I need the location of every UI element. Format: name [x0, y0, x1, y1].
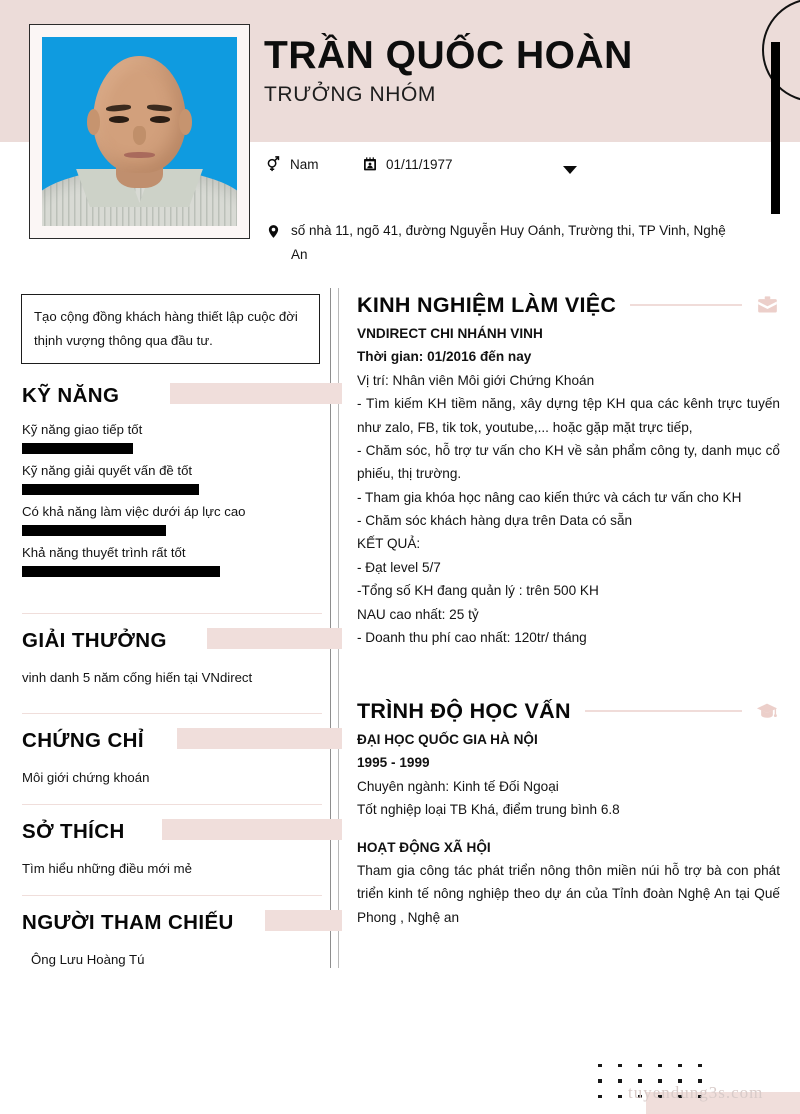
section-certificates-header: [22, 724, 322, 758]
section-rule: [22, 804, 322, 805]
section-hobbies-title: SỞ THÍCH: [22, 820, 125, 844]
experience-period: Thời gian: 01/2016 đến nay: [357, 349, 532, 365]
briefcase-icon: [754, 293, 780, 317]
skill-bar-fill: [22, 566, 220, 577]
skill-bar-track: [22, 484, 322, 495]
education-school: ĐẠI HỌC QUỐC GIA HÀ NỘI: [357, 732, 538, 747]
hobby-item: Tìm hiểu những điều mới mẻ: [22, 861, 192, 877]
education-major: Chuyên ngành: Kinh tế Đối Ngoại: [357, 778, 559, 794]
skill-bar-track: [22, 443, 322, 454]
skill-label: Có khả năng làm việc dưới áp lực cao: [22, 504, 246, 519]
dob-value: 01/11/1977: [386, 156, 453, 172]
activities-title: HOẠT ĐỘNG XÃ HỘI: [357, 839, 491, 855]
id-card-icon: [361, 155, 378, 173]
section-education: [357, 694, 780, 929]
spacer: [357, 822, 780, 836]
avatar: [29, 24, 250, 239]
experience-position: Vị trí: Nhân viên Môi giới Chứng Khoán: [357, 372, 595, 388]
contact-address: [265, 219, 735, 266]
experience-result: - Doanh thu phí cao nhất: 120tr/ tháng: [357, 629, 587, 645]
watermark-text: tuyendung3s.com: [628, 1083, 764, 1102]
experience-duty: - Tìm kiếm KH tiềm năng, xây dựng tệp KH qua các kênh trực tuyến như zalo, FB, tik tok, youtube,... hoặc gặp mặt trực tiếp,: [357, 396, 780, 435]
experience-duty: - Tham gia khóa học nâng cao kiến thức và cách tư vấn cho KH: [357, 489, 742, 505]
contact-dob: [361, 155, 551, 173]
skill-bar-track: [22, 566, 322, 577]
section-experience-header: [357, 288, 780, 322]
skill-item: [22, 422, 322, 454]
education-grade: Tốt nghiệp loại TB Khá, điểm trung bình 6.8: [357, 802, 620, 818]
graduation-cap-icon: [754, 699, 780, 723]
experience-result: - Đạt level 5/7: [357, 559, 441, 575]
heading-highlight: [207, 628, 342, 649]
section-skills: [22, 379, 322, 577]
section-accent-line: [630, 304, 742, 306]
skill-item: [22, 463, 322, 495]
gender-value: Nam: [290, 156, 319, 172]
chevron-down-icon[interactable]: [563, 166, 577, 174]
page-title: TRẦN QUỐC HOÀN: [264, 34, 633, 77]
contact-gender: [265, 155, 361, 173]
address-value: số nhà 11, ngõ 41, đường Nguyễn Huy Oánh, Trường thi, TP Vinh, Nghệ An: [291, 223, 726, 262]
section-skills-title: KỸ NĂNG: [22, 384, 120, 407]
section-hobbies: [22, 804, 322, 881]
education-years: 1995 - 1999: [357, 755, 430, 771]
contact-row: [265, 155, 551, 173]
skill-label: Kỹ năng giải quyết vấn đề tốt: [22, 463, 193, 478]
section-awards: [22, 613, 322, 690]
skill-label: Kỹ năng giao tiếp tốt: [22, 422, 143, 437]
section-experience-title: KINH NGHIỆM LÀM VIỆC: [357, 292, 617, 317]
section-education-title: TRÌNH ĐỘ HỌC VẤN: [357, 698, 571, 723]
section-rule: [22, 713, 322, 714]
heading-highlight: [177, 728, 342, 749]
gender-icon: [265, 155, 282, 173]
section-education-header: [357, 694, 780, 728]
certificate-item: Môi giới chứng khoán: [22, 770, 150, 786]
name-block: [264, 34, 734, 107]
experience-results-label: KẾT QUẢ:: [357, 536, 421, 552]
section-certificates: [22, 713, 322, 790]
experience-company: VNDIRECT CHI NHÁNH VINH: [357, 326, 543, 341]
experience-duty: - Chăm sóc khách hàng dựa trên Data có sẵn: [357, 513, 633, 528]
skill-label: Khả năng thuyết trình rất tốt: [22, 545, 186, 560]
portrait-photo: [42, 37, 237, 226]
section-awards-title: GIẢI THƯỞNG: [22, 629, 167, 653]
activities-text: Tham gia công tác phát triển nông thôn miền núi hỗ trợ bà con phát triển kinh tế nông nghiệp theo dự án của Tỉnh đoàn Nghệ An tại Quế Phong , Nghệ an: [357, 862, 780, 925]
job-title: TRƯỞNG NHÓM: [264, 82, 437, 106]
experience-duty: - Chăm sóc, hỗ trợ tư vấn cho KH về sản phẩm công ty, danh mục cổ phiếu, thị trường.: [357, 442, 780, 482]
heading-highlight: [265, 910, 342, 931]
section-rule: [22, 613, 322, 614]
objective-box: Tạo cộng đồng khách hàng thiết lập cuộc đời thịnh vượng thông qua đầu tư.: [21, 294, 320, 364]
location-pin-icon: [265, 222, 282, 240]
section-hobbies-header: [22, 815, 322, 849]
section-references-header: [22, 906, 322, 940]
skill-bar-fill: [22, 443, 133, 454]
skill-bar-track: [22, 525, 322, 536]
experience-result: NAU cao nhất: 25 tỷ: [357, 606, 479, 622]
section-references-title: NGƯỜI THAM CHIẾU: [22, 911, 234, 935]
decorative-vertical-bar: [771, 42, 780, 214]
section-experience: [357, 288, 780, 649]
skill-bar-fill: [22, 484, 199, 495]
skill-item: [22, 545, 322, 577]
section-references: [22, 895, 322, 972]
award-item: vinh danh 5 năm cống hiến tại VNdirect: [22, 670, 253, 686]
experience-result: -Tổng số KH đang quản lý : trên 500 KH: [357, 583, 599, 599]
skill-bar-fill: [22, 525, 166, 536]
section-rule: [22, 895, 322, 896]
section-awards-header: [22, 624, 322, 658]
section-skills-header: [22, 379, 322, 413]
section-accent-line: [585, 710, 742, 712]
heading-highlight: [170, 383, 342, 404]
reference-item: Ông Lưu Hoàng Tú: [31, 952, 145, 968]
skill-item: [22, 504, 322, 536]
section-certificates-title: CHỨNG CHỈ: [22, 729, 144, 753]
heading-highlight: [162, 819, 342, 840]
